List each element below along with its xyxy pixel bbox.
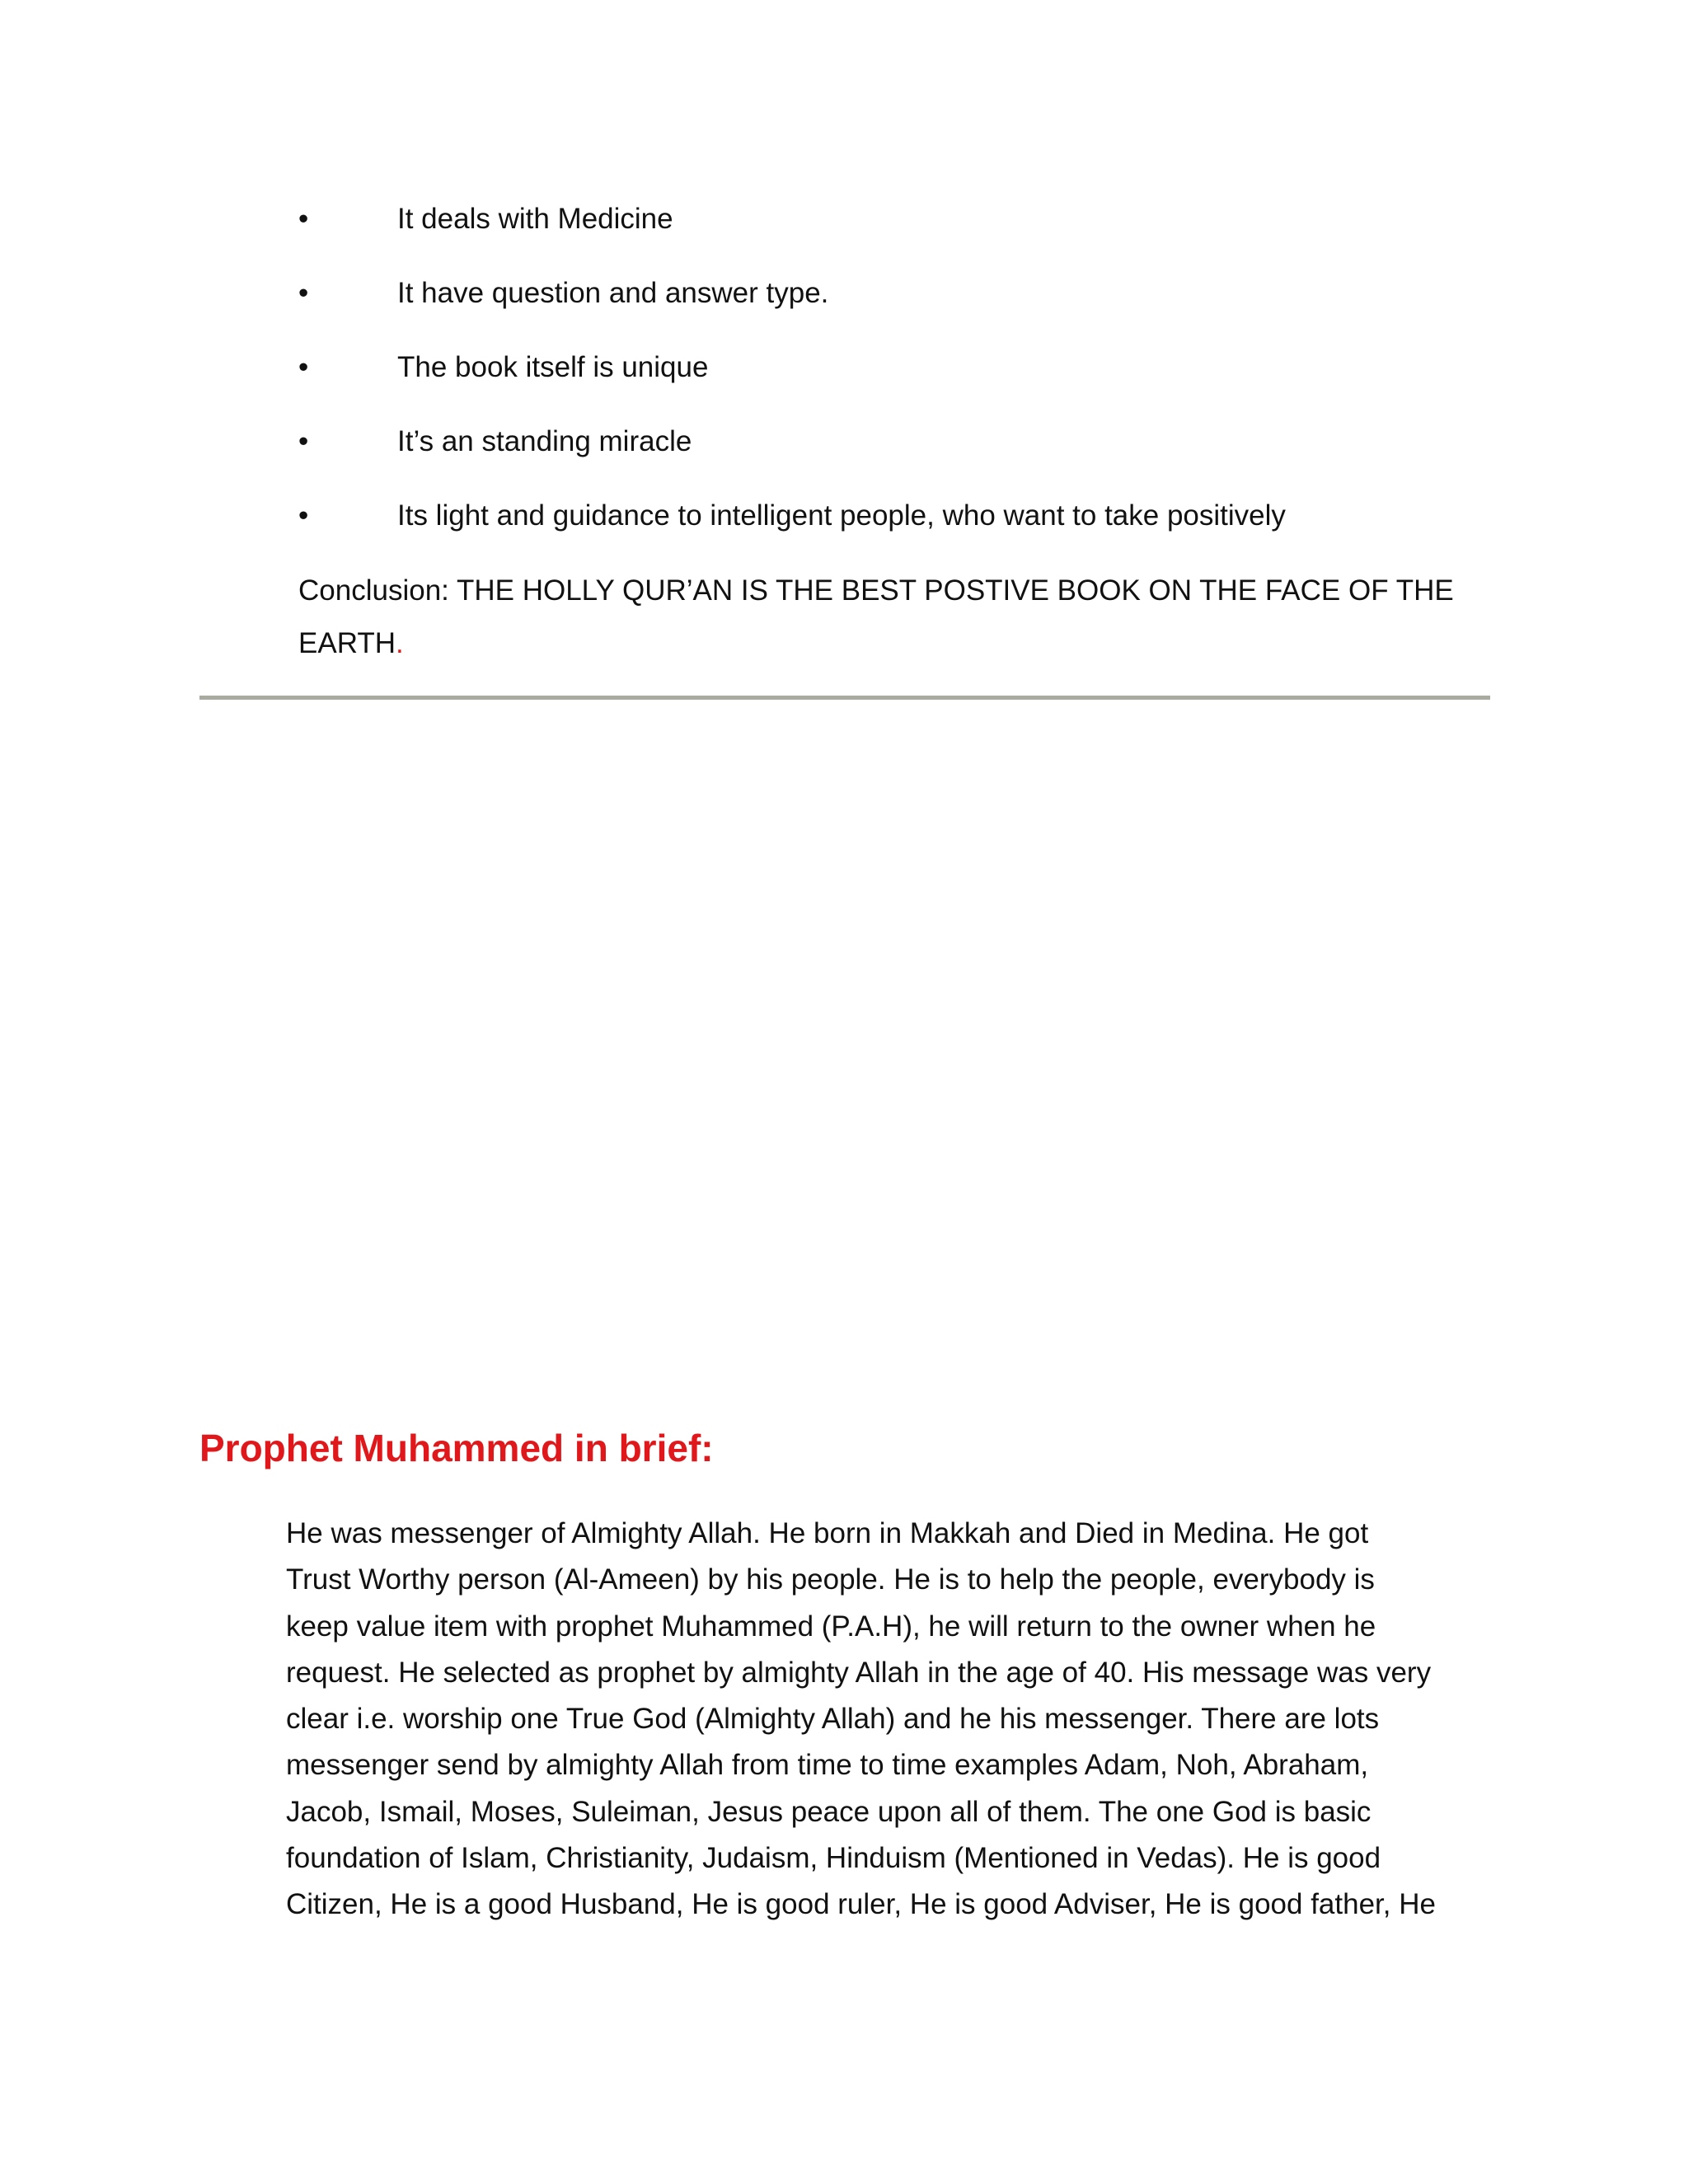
conclusion-paragraph: [298, 565, 1461, 670]
paragraph-line: request. He selected as prophet by almighty Allah in the age of 40. His message was very: [286, 1656, 1432, 1689]
bullet-text: The book itself is unique: [397, 351, 709, 383]
conclusion-text: Conclusion: THE HOLLY QUR’AN IS THE BEST POSTIVE BOOK ON THE FACE OF THE EARTH: [298, 574, 1454, 659]
paragraph-line: Jacob, Ismail, Moses, Suleiman, Jesus peace upon all of them. The one God is basic: [286, 1795, 1372, 1828]
paragraph-line: Trust Worthy person (Al-Ameen) by his people. He is to help the people, everybody is: [286, 1563, 1375, 1596]
paragraph-line: messenger send by almighty Allah from time to time examples Adam, Noh, Abraham,: [286, 1749, 1369, 1782]
bullet-text: It’s an standing miracle: [397, 425, 692, 457]
horizontal-divider: [199, 696, 1490, 700]
body-paragraph: [286, 1511, 1498, 1929]
paragraph-line: foundation of Islam, Christianity, Judaism, Hinduism (Mentioned in Vedas). He is good: [286, 1842, 1381, 1875]
bullet-marker: •: [298, 499, 309, 532]
paragraph-line: Citizen, He is a good Husband, He is good ruler, He is good Adviser, He is good father, He: [286, 1888, 1436, 1921]
conclusion-end-mark: .: [396, 627, 404, 659]
paragraph-line: clear i.e. worship one True God (Almighty Allah) and he his messenger. There are lots: [286, 1703, 1380, 1736]
bullet-marker: •: [298, 203, 309, 235]
paragraph-line: keep value item with prophet Muhammed (P.A.H), he will return to the owner when he: [286, 1610, 1376, 1643]
bullet-text: It have question and answer type.: [397, 277, 829, 309]
bullet-text: It deals with Medicine: [397, 203, 673, 235]
bullet-marker: •: [298, 425, 309, 457]
bullet-marker: •: [298, 351, 309, 383]
paragraph-line: He was messenger of Almighty Allah. He born in Makkah and Died in Medina. He got: [286, 1517, 1369, 1549]
bullet-marker: •: [298, 277, 309, 309]
bullet-text: Its light and guidance to intelligent people, who want to take positively: [397, 499, 1286, 532]
section-heading: Prophet Muhammed in brief:: [199, 1427, 714, 1469]
